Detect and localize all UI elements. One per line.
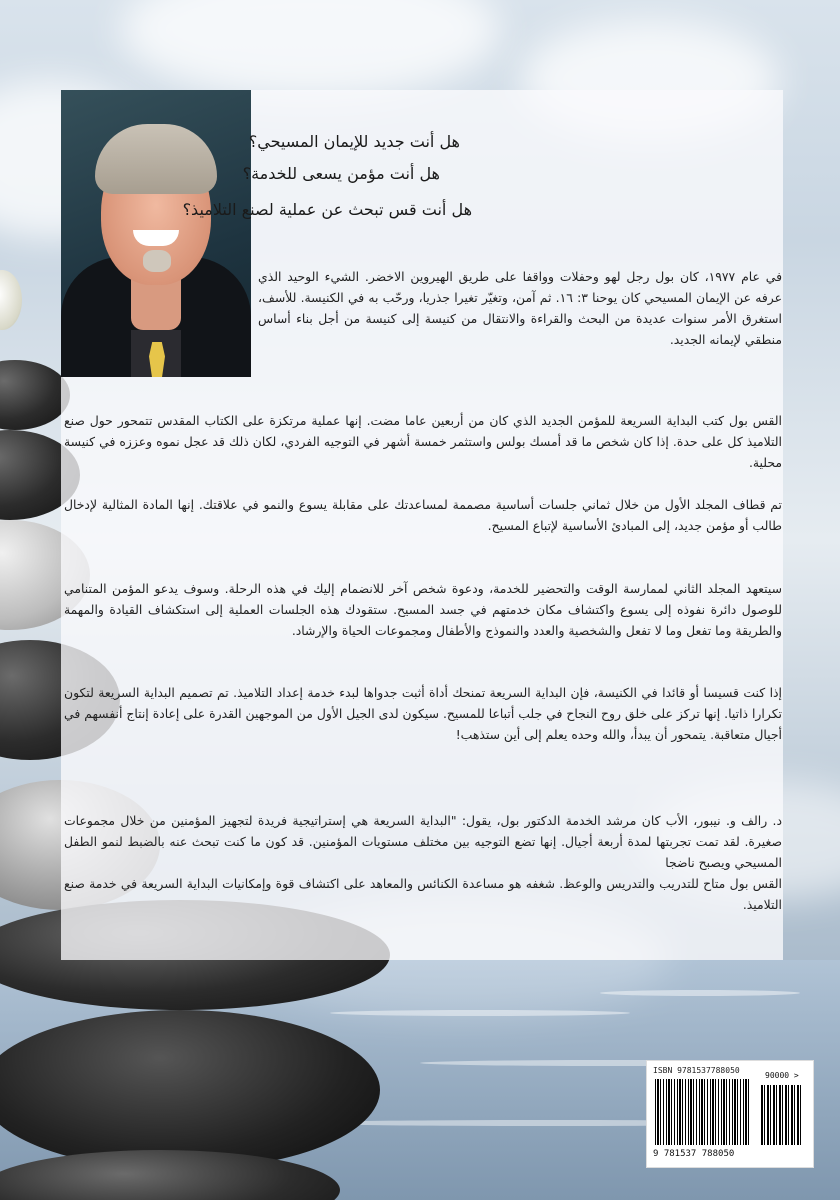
barcode-number: 9 781537 788050 (653, 1149, 735, 1159)
white-pebble (0, 270, 22, 330)
body-paragraph: تم قطاف المجلد الأول من خلال ثماني جلسات أساسية مصممة لمساعدتك على مقابلة يسوع والنمو في علاقتك. إنها المادة المثالية لإدخال طالب أو مؤمن جديد، إلى المبادئ الأساسية لإتباع المسيح. (64, 497, 782, 533)
body-paragraph: إذا كنت قسيسا أو قائدا في الكنيسة، فإن البداية السريعة تمنحك أداة أثبت جدواها لبدء خدمة إعداد التلاميذ. تم تصميم البداية السريعة لتكون تكرارا ذاتيا. إنها تركز على خلق روح النجاح في جلب أتباعا للمسيح. سيكون لدى الجيل الأول من الموجهين القدرة على إعادة إنتاج أنفسهم في أجيال متعاقبة. يتمحور أن يبدأ، والله وحده يعلم إلى أين ستذهب! (64, 685, 782, 742)
question-heading: هل أنت قس تبحث عن عملية لصنع التلاميذ؟ (182, 200, 472, 219)
question-heading: هل أنت مؤمن يسعى للخدمة؟ (242, 164, 440, 183)
isbn-barcode (646, 1060, 814, 1168)
isbn-label: ISBN 9781537788050 (653, 1066, 740, 1075)
question-heading: هل أنت جديد للإيمان المسيحي؟ (248, 132, 460, 151)
body-paragraph: القس بول متاح للتدريب والتدريس والوعظ. شغفه هو مساعدة الكنائس والمعاهد على اكتشاف قوة وإمكانيات البداية السريعة في خدمة صنع التلاميذ. (64, 876, 782, 912)
cloud (120, 0, 500, 100)
author-hair (95, 124, 217, 194)
barcode-addon-number: 90000 > (765, 1071, 799, 1080)
barcode-addon-bars (761, 1085, 801, 1145)
stacked-stone (0, 360, 70, 430)
water-ripple (330, 1010, 630, 1016)
barcode-bars (655, 1079, 751, 1145)
body-paragraph: سيتعهد المجلد الثاني لممارسة الوقت والتحضير للخدمة، ودعوة شخص آخر للانضمام إليك في هذه الرحلة. وسوف يدعو المؤمن المتنامي للوصول دائرة نفوذه إلى يسوع واكتشاف مكان خدمتهم في جسد المسيح. ستقودك هذه الجلسات العملية إلى استكشاف القيادة والمهمة والطريقة وما تفعل وما لا تفعل والشخصية والعدد والنموذج والأطفال ومجموعات الحياة والإرشاد. (64, 581, 782, 638)
author-photo (61, 90, 251, 377)
body-paragraph: في عام ١٩٧٧، كان بول رجل لهو وحفلات وواقفا على طريق الهيروين الاخضر. الشيء الوحيد الذي عرفه عن الإيمان المسيحي كان يوحنا ٣: ١٦. ثم آمن، وتغيّر تغيرا جذريا، ورحّب به في الكنيسة. للأسف، استغرق الأمر سنوات عديدة من البحث والقراءة والانتقال من كنيسة إلى كنيسة من أجل بناء أساس منطقي لإيمانه الجديد. (258, 269, 782, 347)
endorsement-paragraph: د. رالف و. نيبور، الأب كان مرشد الخدمة الدكتور بول، يقول: "البداية السريعة هي إستراتيجية فريدة لتجهيز المؤمنين من خلال مجموعات صغيرة. لقد تمت تجربتها لمدة أربعة أجيال. إنها تضع التوجيه بين مختلف مستويات المؤمنين. قد كون ما كنت تبحث عنه بالضبط لنمو الطفل المسيحي ويصبح ناضجا (64, 813, 782, 870)
author-beard (143, 250, 171, 272)
water-ripple (600, 990, 800, 996)
author-tie (149, 342, 165, 377)
body-paragraph: القس بول كتب البداية السريعة للمؤمن الجديد الذي كان من أربعين عاما مضت. إنها عملية مرتكزة على الكتاب المقدس تتمحور حول صنع التلاميذ كل على حدة. إذا كان شخص ما قد أمسك بولس واستثمر خمسة أشهر في التوجيه الفردي، لكان ذلك قد عجل نموه وعززه في كنيسة محلية. (64, 413, 782, 470)
